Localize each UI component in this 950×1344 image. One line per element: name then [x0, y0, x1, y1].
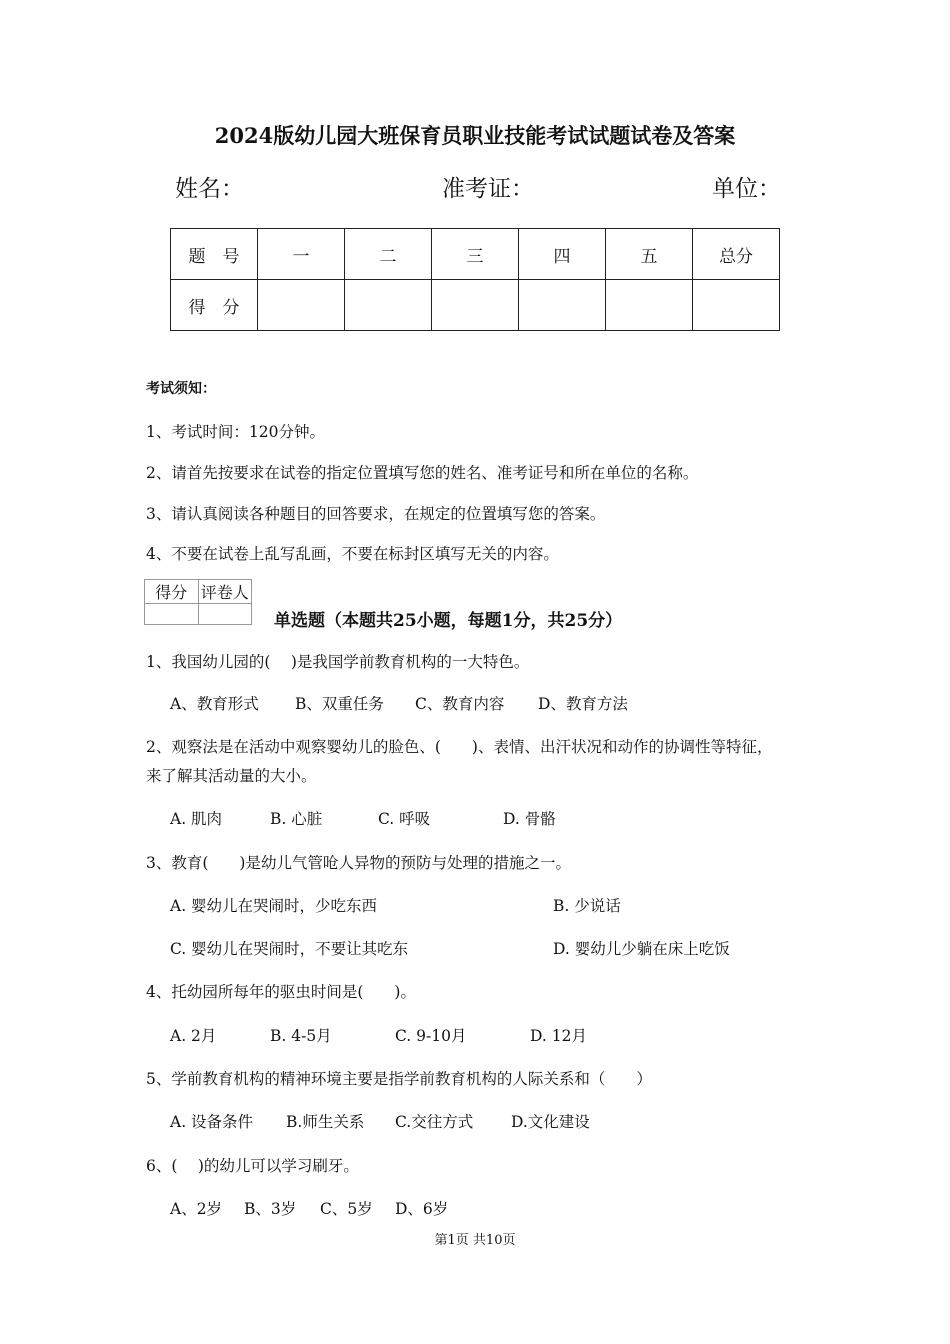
- header-cell: 一: [258, 229, 345, 280]
- row-label: 得 分: [171, 280, 258, 331]
- score-cell[interactable]: [258, 280, 345, 331]
- notice-item: 4、不要在试卷上乱写乱画，不要在标封区填写无关的内容。: [146, 545, 559, 563]
- option: A. 2月: [170, 1027, 217, 1045]
- option: A、教育形式: [170, 695, 259, 713]
- header-cell: 四: [519, 229, 606, 280]
- notice-heading: 考试须知：: [146, 381, 216, 397]
- option: B、3岁: [244, 1200, 297, 1218]
- grader-name-label: 评卷人: [198, 580, 252, 604]
- option: A. 设备条件: [170, 1113, 254, 1131]
- header-cell: 总分: [693, 229, 780, 280]
- option: D、教育方法: [538, 695, 628, 713]
- score-table-header-row: [171, 229, 780, 280]
- score-table-score-row: [171, 280, 780, 331]
- header-cell: 二: [345, 229, 432, 280]
- question-text: 3、教育( )是幼儿气管呛人异物的预防与处理的措施之一。: [146, 854, 571, 872]
- option: A. 肌肉: [170, 810, 223, 828]
- document-title: 2024版幼儿园大班保育员职业技能考试试题试卷及答案: [214, 123, 736, 148]
- option: C、教育内容: [415, 695, 505, 713]
- option: B. 心脏: [270, 810, 323, 828]
- grader-score-label: 得分: [145, 580, 199, 604]
- option: D. 婴幼儿少躺在床上吃饭: [553, 940, 730, 958]
- question-text-continued: 来了解其活动量的大小。: [146, 767, 317, 785]
- grader-box: [144, 579, 252, 625]
- option: A、2岁: [170, 1200, 223, 1218]
- option: A. 婴幼儿在哭闹时，少吃东西: [170, 897, 378, 915]
- unit-field-label: 单位：: [712, 176, 781, 202]
- name-field-label: 姓名：: [175, 176, 244, 202]
- score-cell[interactable]: [432, 280, 519, 331]
- option: C. 9-10月: [395, 1027, 467, 1045]
- question-text: 5、学前教育机构的精神环境主要是指学前教育机构的人际关系和（ ）: [146, 1070, 652, 1088]
- score-table: [170, 228, 780, 331]
- question-text: 6、( )的幼儿可以学习刷牙。: [146, 1157, 359, 1175]
- question-text: 4、托幼园所每年的驱虫时间是( )。: [146, 983, 416, 1001]
- option: D. 骨骼: [503, 810, 556, 828]
- option: C、5岁: [320, 1200, 373, 1218]
- notice-item: 1、考试时间：120分钟。: [146, 423, 325, 441]
- option: C. 呼吸: [378, 810, 431, 828]
- header-cell: 三: [432, 229, 519, 280]
- option: D.文化建设: [511, 1113, 590, 1131]
- score-cell[interactable]: [606, 280, 693, 331]
- header-cell: 题 号: [171, 229, 258, 280]
- grader-name-cell[interactable]: [198, 604, 252, 625]
- score-cell[interactable]: [345, 280, 432, 331]
- option: D、6岁: [395, 1200, 449, 1218]
- option: B. 4-5月: [270, 1027, 332, 1045]
- page-footer: 第1页 共10页: [434, 1233, 516, 1248]
- option: B、双重任务: [295, 695, 384, 713]
- question-text: 2、观察法是在活动中观察婴幼儿的脸色、( )、表情、出汗状况和动作的协调性等特征，: [146, 738, 773, 756]
- option: C.交往方式: [395, 1113, 474, 1131]
- notice-item: 2、请首先按要求在试卷的指定位置填写您的姓名、准考证号和所在单位的名称。: [146, 464, 699, 482]
- score-cell[interactable]: [693, 280, 780, 331]
- exam-id-field-label: 准考证：: [442, 176, 534, 202]
- option: C. 婴幼儿在哭闹时，不要让其吃东: [170, 940, 409, 958]
- notice-item: 3、请认真阅读各种题目的回答要求，在规定的位置填写您的答案。: [146, 505, 606, 523]
- score-cell[interactable]: [519, 280, 606, 331]
- header-cell: 五: [606, 229, 693, 280]
- section-title: 单选题（本题共25小题，每题1分，共25分）: [274, 611, 623, 631]
- grader-score-cell[interactable]: [145, 604, 199, 625]
- option: B.师生关系: [286, 1113, 365, 1131]
- option: B. 少说话: [553, 897, 621, 915]
- question-text: 1、我国幼儿园的( )是我国学前教育机构的一大特色。: [146, 653, 530, 671]
- option: D. 12月: [530, 1027, 587, 1045]
